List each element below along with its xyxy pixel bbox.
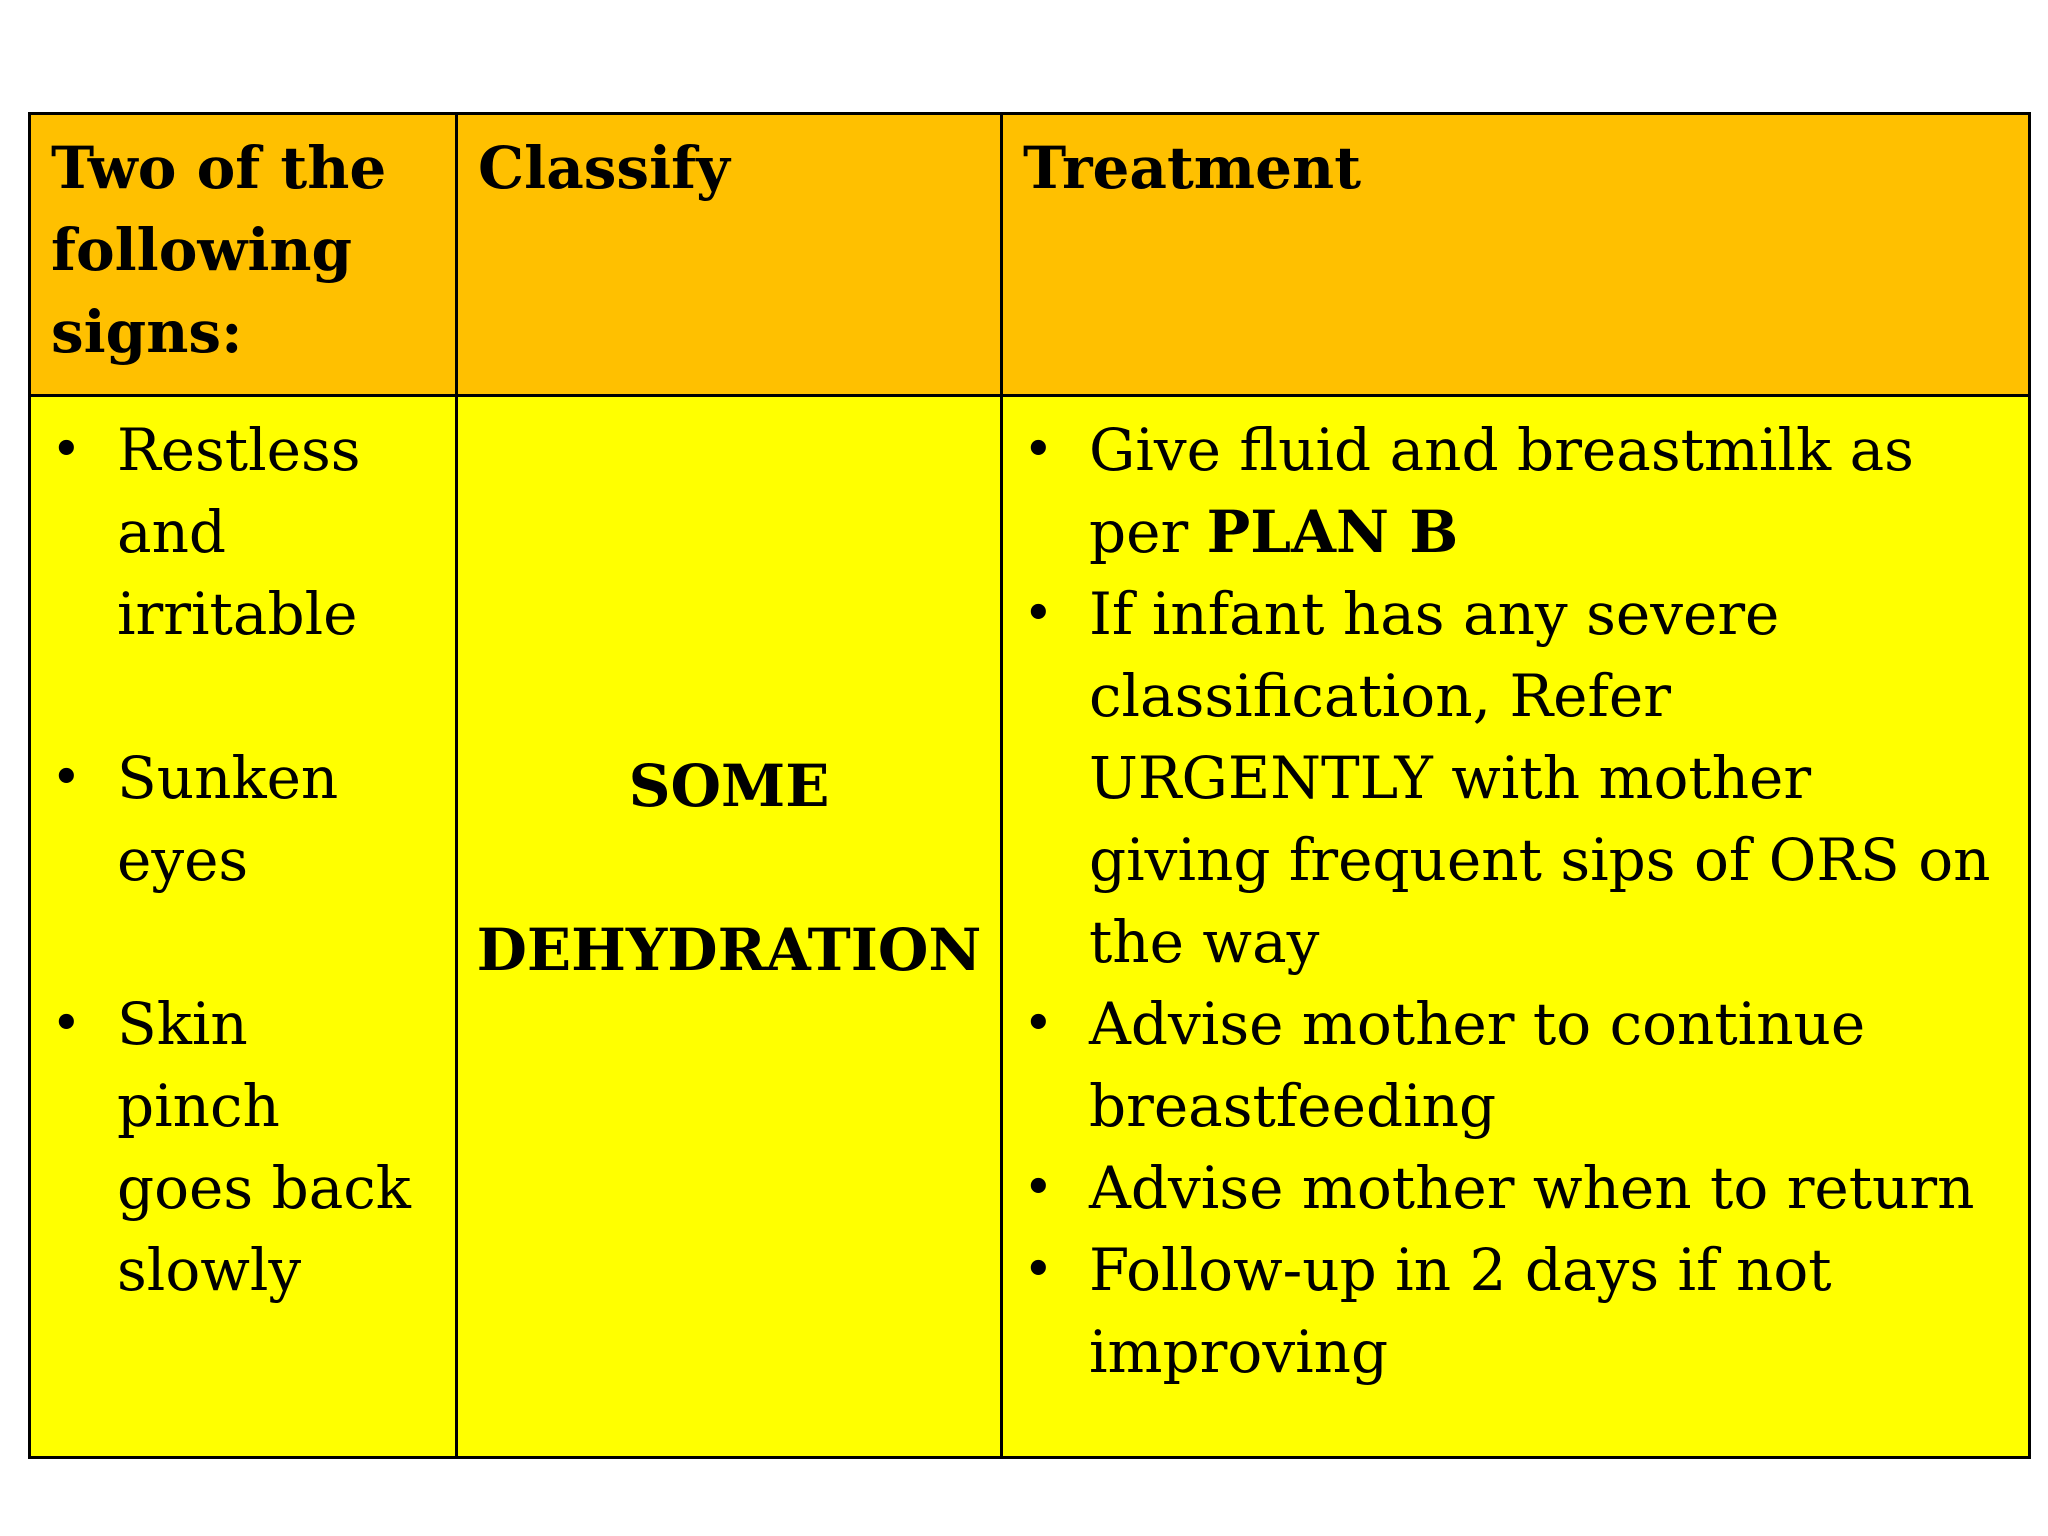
- classification-label: [458, 397, 1000, 1073]
- table-header-row: [30, 114, 2030, 396]
- list-item: [31, 737, 455, 901]
- list-item: [1003, 573, 2028, 983]
- classify-cell: [457, 396, 1002, 1458]
- header-signs: Two of the following signs:: [30, 114, 457, 396]
- list-item: [31, 983, 455, 1311]
- bullet-icon: •: [1023, 420, 1054, 480]
- list-item: [31, 409, 455, 655]
- classification-line-2: DEHYDRATION: [476, 916, 982, 984]
- signs-list: [31, 409, 455, 1311]
- treatment-text: Follow-up in 2 days if not improving: [1089, 1236, 1832, 1386]
- plan-b-label: PLAN B: [1206, 498, 1459, 566]
- sign-text: Restless and irritable: [117, 416, 361, 648]
- bullet-icon: •: [51, 420, 82, 480]
- treatment-text: Advise mother when to return: [1089, 1154, 1975, 1222]
- treatment-cell: [1002, 396, 2030, 1458]
- header-classify: Classify: [457, 114, 1002, 396]
- list-item: [1003, 1147, 2028, 1229]
- bullet-icon: •: [1023, 1158, 1054, 1218]
- treatment-text: [1089, 409, 2009, 573]
- table-body-row: [30, 396, 2030, 1458]
- bullet-icon: •: [1023, 1240, 1054, 1300]
- list-item: [1003, 983, 2028, 1147]
- classification-line-1: SOME: [628, 752, 830, 820]
- header-treatment: Treatment: [1002, 114, 2030, 396]
- bullet-icon: •: [51, 748, 82, 808]
- treatment-text-main: Give fluid and breastmilk as per: [1089, 416, 1914, 566]
- list-item: [1003, 409, 2028, 573]
- treatment-text: Advise mother to continue breastfeeding: [1089, 990, 1866, 1140]
- signs-cell: [30, 396, 457, 1458]
- sign-text: Sunken eyes: [117, 744, 339, 894]
- treatment-list: [1003, 409, 2028, 1393]
- bullet-icon: •: [51, 994, 82, 1054]
- list-item: [1003, 1229, 2028, 1393]
- bullet-icon: •: [1023, 584, 1054, 644]
- sign-text: Skin pinch goes back slowly: [117, 990, 411, 1304]
- bullet-icon: •: [1023, 994, 1054, 1054]
- classification-table: [28, 112, 2031, 1459]
- treatment-text: If infant has any severe classification, Refer URGENTLY with mother giving frequent sips of ORS on the way: [1089, 580, 1991, 976]
